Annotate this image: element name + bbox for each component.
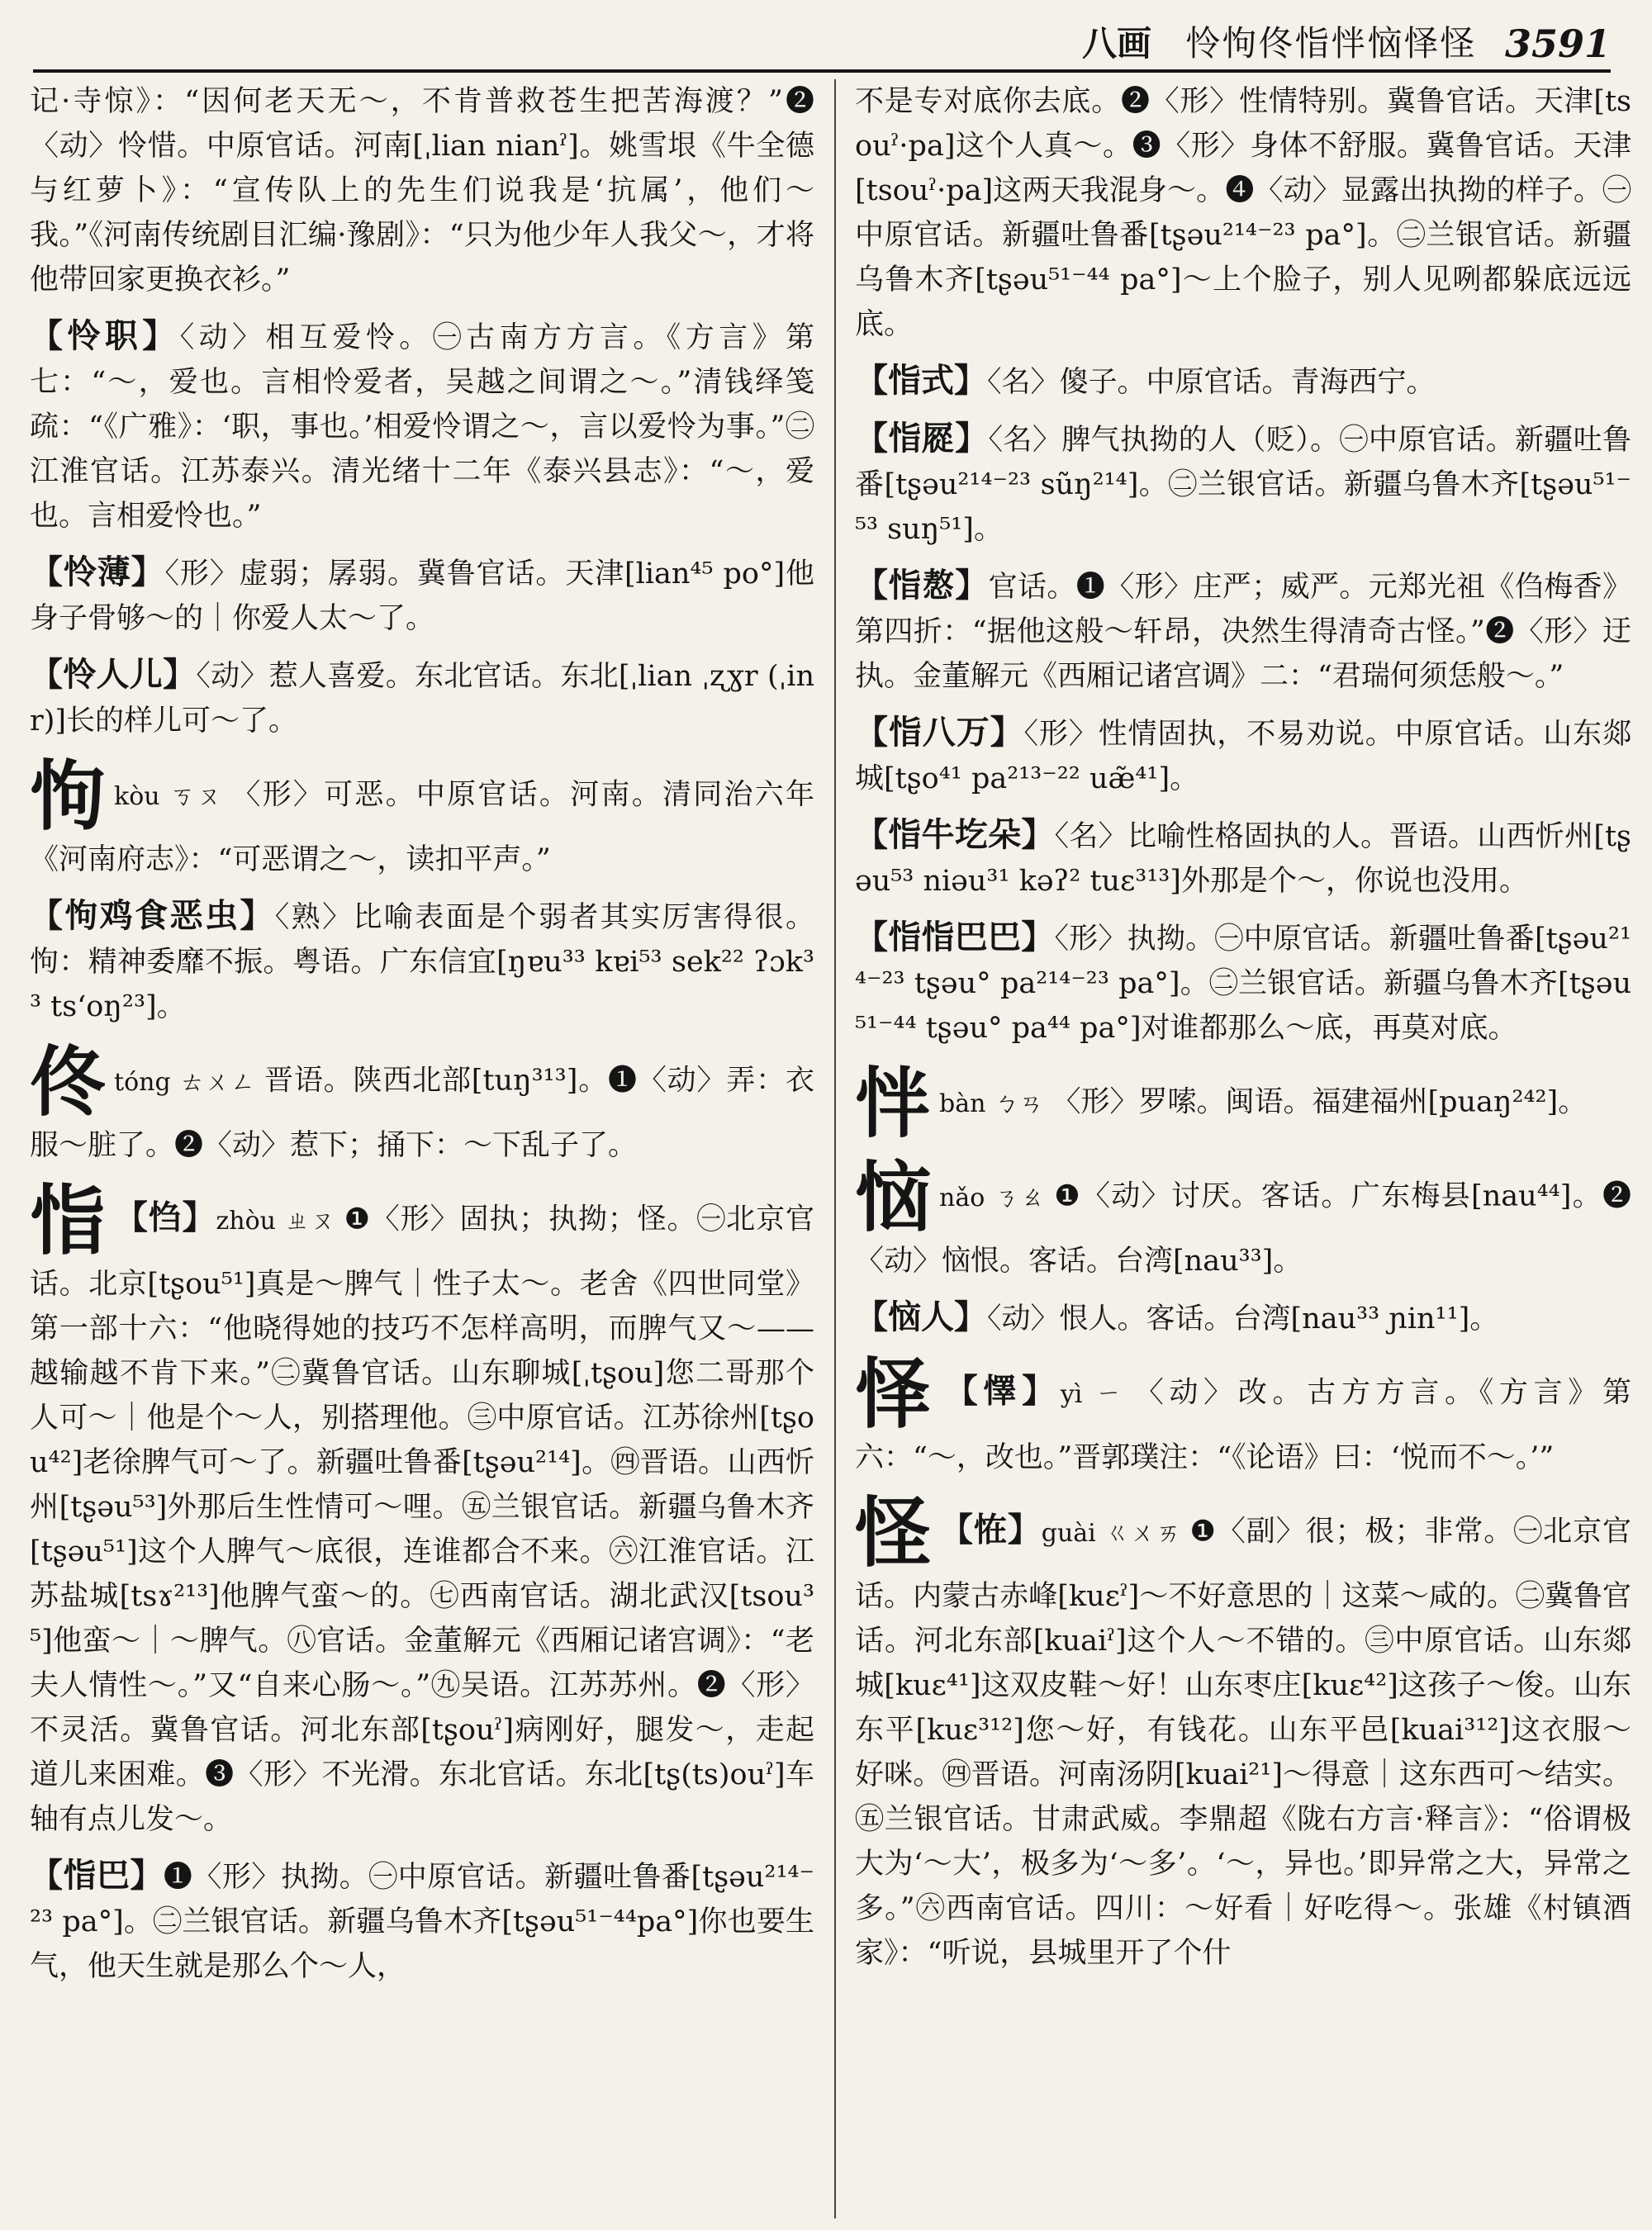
character-entry: [30, 752, 814, 882]
column-divider: [834, 79, 836, 2218]
entry-headword: 【恉恉巴巴】: [855, 918, 1055, 956]
entry-text: 不是专对底你去底。❷〈形〉性情特别。冀鲁官话。天津[tsouˀ·pa]这个人真～。❸〈形〉身体不舒服。冀鲁官话。天津[tsouˀ·pa]这两天我混身～。❹〈动〉显露出执拗的样子。㊀中原官话。新疆吐鲁番[tʂəu²¹⁴⁻²³ pa°]。㊁兰银官话。新疆乌鲁木齐[tʂəu⁵¹⁻⁴⁴ pa°]～上个脸子，别人见咧都躲底远远底。: [855, 85, 1631, 341]
dictionary-entry: [855, 416, 1631, 552]
head-character: 怐: [30, 752, 107, 841]
entry-text: 〈动〉改。古方方言。《方言》第六：“～，改也。”晋郭璞注：“《论语》曰：‘悦而不～。’”: [855, 1376, 1632, 1474]
entry-text: 〈形〉罗嗦。闽语。福建福州[puaŋ²⁴²]。: [1051, 1085, 1588, 1119]
entry-text: 〈动〉惹人喜爱。东北官话。东北[ˌlian ˌʐɣr (ˌinr)]长的样儿可～了。: [30, 660, 815, 738]
head-character: 怑: [855, 1059, 932, 1148]
zhuyin: ㄍㄨㄞ: [1104, 1518, 1182, 1548]
character-entry: [855, 1153, 1632, 1283]
entry-headword: 【恉㥿】: [855, 566, 989, 605]
pinyin: guài: [1041, 1518, 1096, 1548]
zhuyin: ㄊㄨㄥ: [178, 1067, 256, 1097]
entry-text: 〈名〉比喻性格固执的人。晋语。山西忻州[tʂəu⁵³ niəu³¹ kəʔ² tuɛ³¹³]外那是个～，你说也没用。: [855, 820, 1632, 898]
running-header: [1082, 15, 1611, 73]
dictionary-entry: [30, 652, 814, 743]
entry-text: 〈形〉执拗。㊀中原官话。新疆吐鲁番[tʂəu²¹⁴⁻²³ tʂəu° pa²¹⁴⁻²³ pa°]。㊁兰银官话。新疆乌鲁木齐[tʂəu⁵¹⁻⁴⁴ tʂəu° pa⁴⁴ pa°]对谁都那么～底，再莫对底。: [855, 923, 1632, 1045]
dictionary-entry: [30, 550, 814, 641]
entry-headword: 【恉式】: [855, 361, 987, 400]
pinyin: bàn: [939, 1089, 986, 1118]
pinyin: zhòu: [216, 1206, 276, 1236]
zhuyin: ㄧ: [1090, 1379, 1127, 1409]
entry-headword: 【恉巴】: [30, 1856, 164, 1895]
entry-text: ❶〈形〉执拗。㊀中原官话。新疆吐鲁番[tʂəu²¹⁴⁻²³ pa°]。㊁兰银官话。新疆乌鲁木齐[tʂəu⁵¹⁻⁴⁴pa°]你也要生气，他天生就是那么个～人，: [30, 1861, 814, 1983]
dictionary-entry: [855, 563, 1631, 699]
variant-form: 【懌】: [939, 1371, 1061, 1411]
dictionary-entry: [855, 813, 1631, 904]
entry-text: 〈动〉恨人。客话。台湾[nau³³ ɲin¹¹]。: [987, 1302, 1499, 1336]
dictionary-entry: [855, 358, 1631, 405]
entry-text: 〈形〉性情固执，不易劝说。中原官话。山东郯城[tʂo⁴¹ pa²¹³⁻²² uæ̃⁴¹]。: [855, 718, 1631, 795]
entry-continuation: [30, 79, 814, 302]
zhuyin: ㄋㄠ: [993, 1183, 1047, 1212]
variant-form: 【恠】: [939, 1510, 1042, 1549]
dictionary-entry: [30, 894, 814, 1029]
entry-text: 〈形〉可恶。中原官话。河南。清同治六年《河南府志》：“可恶谓之～，读扣平声。”: [30, 778, 814, 876]
zhuyin: ㄅㄢ: [994, 1089, 1044, 1118]
header-characters: 怜怐佟恉怑恼怿怪: [1185, 23, 1477, 64]
entry-text: ❶〈副〉很；极；非常。㊀北京官话。内蒙古赤峰[kuɛˀ]～不好意思的｜这菜～咸的。㊁冀鲁官话。河北东部[kuaiˀ]这个人～不错的。㊂中原官话。山东郯城[kuɛ⁴¹]这双皮鞋～好！山东枣庄[kuɛ⁴²]这孩子～俊。山东东平[kuɛ³¹²]您～好，有钱花。山东平邑[kuai³¹²]这衣服～好咪。㊃晋语。河南汤阴[kuai²¹]～得意｜这东西可～结实。㊄兰银官话。甘肃武威。李鼎超《陇右方言·释言》：“俗谓极大为‘～大’，极多为‘～多’。‘～，异也。’即异常之大，异常之多。”㊅西南官话。四川：～好看｜好吃得～。张雄《村镇酒家》：“听说，县城里开了个什: [855, 1515, 1632, 1970]
entry-continuation: [855, 79, 1631, 347]
character-entry: [30, 1176, 814, 1842]
entry-text: 〈名〉脾气执拗的人（贬）。㊀中原官话。新疆吐鲁番[tʂəu²¹⁴⁻²³ sũŋ²¹⁴]。㊁兰银官话。新疆乌鲁木齐[tʂəu⁵¹⁻⁵³ suŋ⁵¹]。: [855, 424, 1631, 546]
entry-headword: 【恉八万】: [855, 713, 1024, 752]
entry-text: 官话。❶〈形〉庄严；威严。元郑光祖《㑇梅香》第四折：“据他这般～轩昂，决然生得清奇古怪。”❷〈形〉迂执。金董解元《西厢记诸宫调》二：“君瑞何须恁般～。”: [855, 571, 1631, 693]
pinyin: kòu: [114, 781, 160, 811]
pinyin: yì: [1060, 1379, 1083, 1409]
pinyin: tóng: [114, 1067, 171, 1097]
entry-text: ❶〈动〉讨厌。客话。广东梅县[nau⁴⁴]。❷〈动〉恼恨。客话。台湾[nau³³]。: [855, 1179, 1632, 1278]
entry-text: 〈熟〉比喻表面是个弱者其实厉害得很。怐：精神委靡不振。粤语。广东信宜[ŋɐu³³ kɐi⁵³ sek²² ʔɔk³³ tsʻoŋ²³]。: [30, 901, 815, 1023]
head-character: 恉: [30, 1176, 107, 1265]
character-entry: [855, 1059, 1631, 1148]
entry-headword: 【怜职】: [30, 316, 180, 355]
entry-headword: 【恼人】: [855, 1298, 987, 1336]
pinyin: nǎo: [939, 1183, 985, 1212]
character-entry: [855, 1488, 1632, 1976]
dictionary-entry: [855, 915, 1631, 1051]
header-rule: [33, 69, 1611, 73]
entry-headword: 【怜人儿】: [30, 655, 197, 694]
character-entry: [855, 1350, 1632, 1480]
dictionary-entry: [855, 1295, 1631, 1341]
dictionary-entry: [30, 1853, 814, 1989]
entry-text: 晋语。陕西北部[tuŋ³¹³]。❶〈动〉弄：衣服～脏了。❷〈动〉惹下；捅下：～下乱子了。: [30, 1064, 814, 1162]
head-character: 佟: [30, 1037, 107, 1127]
entry-headword: 【怜薄】: [30, 553, 165, 591]
entry-text: 〈名〉傻子。中原官话。青海西宁。: [987, 366, 1436, 399]
head-character: 怪: [855, 1488, 932, 1578]
right-column: [855, 79, 1631, 1987]
stroke-count-label: 八画: [1082, 23, 1152, 64]
entry-headword: 【恉㞞】: [855, 419, 989, 458]
entry-text: 记·寺惊》：“因何老天无～，不肯普救苍生把苦海渡？”❷〈动〉怜惜。中原官话。河南[ˌlian nianˀ]。姚雪垠《牛全德与红萝卜》：“宣传队上的先生们说我是‘抗属’，他们～我。”《河南传统剧目汇编·豫剧》：“只为他少年人我父～，才将他带回家更换衣衫。”: [30, 85, 814, 297]
head-character: 恼: [855, 1153, 932, 1242]
character-entry: [30, 1037, 814, 1168]
entry-text: ❶〈形〉固执；执拗；怪。㊀北京官话。北京[tʂou⁵¹]真是～脾气｜性子太～。老舍《四世同堂》第一部十六：“他晓得她的技巧不怎样高明，而脾气又～——越输越不肯下来。”㊁冀鲁官话。山东聊城[ˌtʂou]您二哥那个人可～｜他是个～人，别搭理他。㊂中原官话。江苏徐州[tʂou⁴²]老徐脾气可～了。新疆吐鲁番[tʂəu²¹⁴]。㊃晋语。山西忻州[tʂəu⁵³]外那后生性情可～哩。㊄兰银官话。新疆乌鲁木齐[tʂəu⁵¹]这个人脾气～底很，连谁都合不来。㊅江淮官话。江苏盐城[tsɤ²¹³]他脾气蛮～的。㊆西南官话。湖北武汉[tsou³⁵]他蛮～｜～脾气。㊇官话。金董解元《西厢记诸宫调》：“老夫人情性～。”又“自来心肠～。”㊈吴语。江苏苏州。❷〈形〉不灵活。冀鲁官话。河北东部[tʂouˀ]病刚好，腿发～，走起道儿来困难。❸〈形〉不光滑。东北官话。东北[tʂ(ts)ouˀ]车轴有点儿发～。: [30, 1203, 814, 1836]
entry-text: 〈形〉虚弱；孱弱。冀鲁官话。天津[lian⁴⁵ po°]他身子骨够～的｜你爱人太～了。: [30, 558, 814, 635]
entry-headword: 【恉牛圪朵】: [855, 815, 1055, 854]
zhuyin: ㄎㄡ: [168, 781, 224, 811]
head-character: 怿: [855, 1350, 932, 1439]
zhuyin: ㄓㄡ: [284, 1206, 336, 1236]
variant-form: 【㤘】: [114, 1198, 216, 1237]
entry-text: 〈动〉相互爱怜。㊀古南方方言。《方言》第七：“～，爱也。言相怜爱者，吴越之间谓之～。”清钱绎笺疏：“《广雅》：‘职，事也。’相爱怜谓之～，言以爱怜为事。”㊁江淮官话。江苏泰兴。清光绪十二年《泰兴县志》：“～，爱也。言相爱怜也。”: [30, 321, 814, 533]
left-column: [30, 79, 814, 2000]
dictionary-entry: [30, 314, 814, 539]
page-number: 3591: [1504, 21, 1611, 66]
dictionary-entry: [855, 710, 1631, 801]
entry-headword: 【怐鸡食恶虫】: [30, 896, 275, 935]
